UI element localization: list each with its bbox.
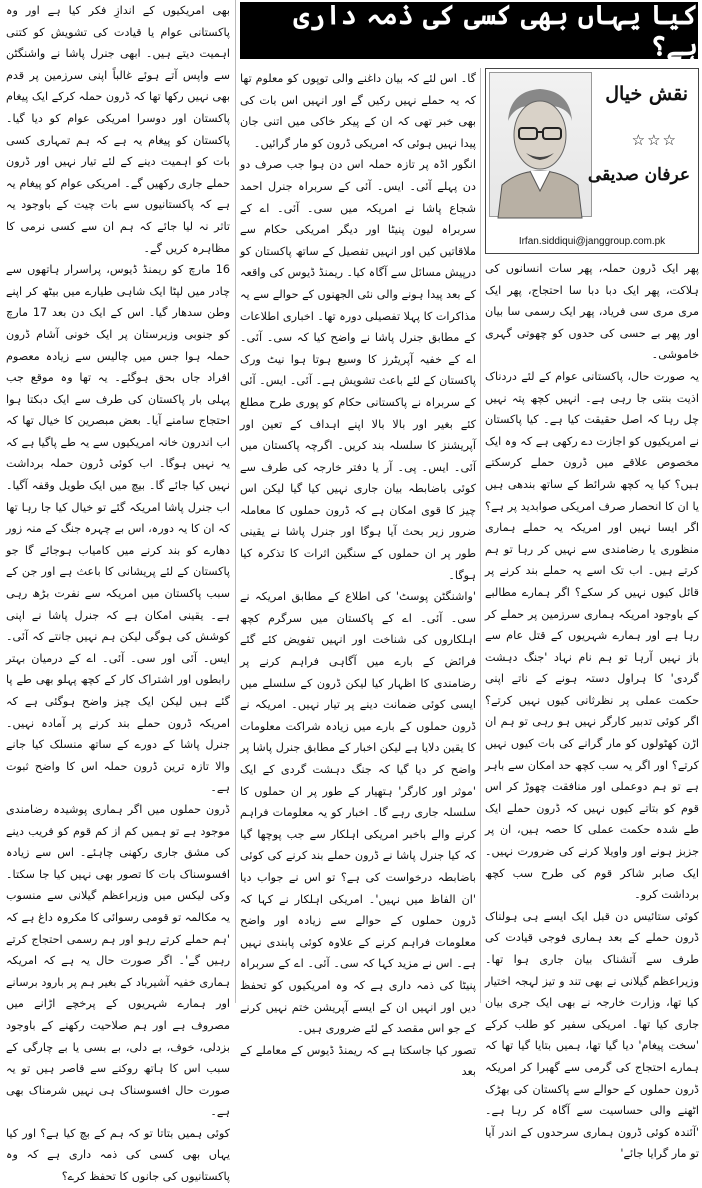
author-email[interactable]: Irfan.siddiqui@janggroup.com.pk (518, 236, 666, 247)
paragraph: یہ صورت حال، پاکستانی عوام کے لئے دردناک اذیت بنتی جا رہی ہے۔ انہیں کچھ پتہ نہیں چل رہا کہ اصل حقیقت کیا ہے۔ کیا پاکستان نے امریکیوں کو اجازت دے رکھی ہے کہ وہ ایک مخصوص علاقے میں ڈرون حملے کرسکتے ہیں؟ کیا یہ کچھ شرائط کے ساتھ بندھی ہیں یا ان کا انحصار صرف امریکی صوابدید پر ہے؟ اگر ایسا نہیں اور امریکہ یہ حملے ہماری منظوری یا رضامندی سے نہیں کر رہا تو ہم کرتے ہیں۔ اب تک اسے یہ حملے بند کرنے پر قائل کیوں نہیں کر سکے؟ اگر ہمارے مطالبے کے باوجود امریکہ ہماری سرزمین پر حملے کر رہا ہے اور ہمارے شہریوں کے قتل عام سے باز نہیں آرہا تو ہم نام نہاد 'جنگ دہشت گردی' کا ہراول دستہ ہونے کے ناتے اپنی حکمت عملی پر نظرثانی کیوں نہیں کرتے؟ اگر کوئی تدبیر کارگر نہیں ہو رہی تو ہم ان اڑن کھٹولوں کو مار گرانے کی بات کیوں نہیں کرتے؟ اور اگر یہ سب کچھ حد امکان سے باہر ہے تو ہم دوعملی اور منافقت چھوڑ کر اس قوم کو بتاتے کیوں نہیں کہ ڈرون حملے ایک طے شدہ حکمت عملی کا حصہ ہیں، ان پر جزبز ہونے اور واویلا کرنے کی ضرورت نہیں۔ ایک صابر شاکر قوم کی طرح سب کچھ برداشت کرو۔ (484, 369, 699, 902)
article-column-3 (6, 0, 230, 1184)
column-byline (485, 68, 699, 254)
paragraph: ڈرون حملوں میں اگر ہماری پوشیدہ رضامندی موجود ہے تو ہمیں کم از کم قوم کو فریب دینے کی مشق جاری رکھنی چاہئے۔ اس سے زیادہ افسوسناک بات کا تصور بھی نہیں کیا جا سکتا۔ وکی لیکس میں وزیراعظم گیلانی سے منسوب یہ مکالمہ تو قومی رسوائی کا مکروہ داغ ہے کہ 'ہم حملے کرتے رہو اور ہم رسمی احتجاج کرتے رہیں گے'۔ اگر صورت حال یہ ہے کہ امریکہ ہماری خفیہ آشیرباد کے بغیر ہم پر بارود برسانے اور ہمارے شہریوں کے پرخچے اڑانے میں مصروف ہے اور ہم صلاحیت رکھنے کے باوجود بزدلی، خوف، بے دلی، بے بسی یا بے چارگی کے سبب اس کا ہاتھ روکنے سے قاصر ہیں تو یہ صورت حال افسوسناک ہی نہیں شرمناک بھی ہے۔ (6, 802, 230, 1119)
article-column-1 (484, 258, 699, 1161)
paragraph: انگور اڈہ پر تازہ حملہ اس دن ہوا جب صرف دو دن پہلے آئی۔ ایس۔ آئی کے سربراہ جنرل احمد شجاع پاشا نے امریکہ میں سی۔ آئی۔ اے کے سربراہ لیون پنیٹا اور دیگر امریکی حکام سے ملاقاتیں کیں اور انہیں تفصیل کے ساتھ پاکستان کو درپیش مسائل سے آگاہ کیا۔ ریمنڈ ڈیوس کی واقعہ کے بعد پیدا ہونے والی نئی الجھنوں کے حوالے سے یہ مذاکرات کا پہلا تفصیلی دورہ تھا۔ اخباری اطلاعات کے مطابق جنرل پاشا نے واضح کیا کہ سی۔ آئی۔ اے کے خفیہ آپریٹرز کا وسیع ہوتا ہوا نیٹ ورک پاکستان کے لئے باعث تشویش ہے۔ آئی۔ ایس۔ آئی کے سربراہ نے پاکستانی حکام کو پوری طرح مطلع کئے بغیر اور بالا بالا اپنے اہداف کے تعین اور آپریشنز کا سلسلہ بند کریں۔ اگرچہ پاکستان میں آئی۔ ایس۔ پی۔ آر یا دفتر خارجہ کی طرف سے کوئی باضابطہ بیان جاری نہیں کیا گیا لیکن اس چیز کا قوی امکان ہے کہ ڈرون حملوں کا معاملہ ضرور زیر بحث آیا ہوگا اور جنرل پاشا نے یقینی طور پر ان حملوں کے سنگین اثرات کا تذکرہ کیا ہوگا۔ (240, 158, 476, 582)
author-portrait-icon (488, 73, 591, 218)
paragraph: بھی امریکیوں کے اندازِ فکر کیا ہے اور وہ پاکستانی عوام یا قیادت کی تشویش کو کتنی اہمیت دیتے ہیں۔ ابھی جنرل پاشا نے واشنگٹن سے واپس آتے ہوئے غالباً اپنی سرزمین پر قدم بھی نہیں رکھا تھا کہ ڈرون حملہ کرکے ایک پیغام پاکستان اور دوسرا امریکی عوام کو دیا گیا۔ پاکستان کو پیغام یہ ہے کہ ہم تمہاری کسی بات کو اہمیت دینے کے لئے تیار نہیں اور ڈرون حملے جاری رکھیں گے۔ امریکی عوام کو پیغام یہ ہے کہ پاکستانیوں سے بات چیت کے باوجود یہ تاثر نہ لیا جائے کہ ہم ان سے کسی نرمی کا مظاہرہ کریں گے۔ (6, 4, 230, 255)
paragraph: 'واشنگٹن پوسٹ' کی اطلاع کے مطابق امریکہ نے سی۔ آئی۔ اے کے پاکستان میں سرگرم کچھ اہلکاروں کی شناخت اور انہیں تفویض کئے گئے فرائض کے بارے میں آگاہی فراہم کرنے پر رضامندی کا اظہار کیا لیکن ڈرون کے سلسلے میں ایسی کوئی ضمانت دینے پر تیار نہیں۔ امریکہ نے ڈرون حملوں کے بارے میں زیادہ شراکت معلومات کا یقین دلایا ہے لیکن اخبار کے مطابق جنرل پاشا پر واضح کر دیا گیا کہ جنگ دہشت گردی کے ایک 'موثر اور کارگر' ہتھیار کے طور پر ان حملوں کا سلسلہ جاری رہے گا۔ اخبار کو یہ معلومات فراہم کرنے والے باخبر امریکی اہلکار سے جب پوچھا گیا کہ کیا جنرل پاشا نے ڈرون حملے بند کرنے کی کوئی باضابطہ درخواست کی ہے؟ تو اس نے جواب دیا 'ان الفاظ میں نہیں'۔ امریکی اہلکار نے کہا کہ ڈرون حملوں کے حوالے سے زیادہ اور واضح معلومات فراہم کرنے کے علاوہ کوئی پابندی نہیں ہے۔ اس نے مزید کہا کہ سی۔ آئی۔ اے کے سربراہ پنیٹا کی ذمہ داری ہے کہ وہ امریکیوں کو تحفظ دیں اور انہیں ان کے ایسے آپریشن ختم نہیں کرنے کے جو اس مقصد کے لئے ضروری ہیں۔ (240, 590, 476, 1036)
paragraph: کوئی ستائیس دن قبل ایک ایسے ہی ہولناک ڈرون حملے کے بعد ہماری فوجی قیادت کی طرف سے آتشناک بیان جاری ہوا تھا۔ وزیراعظم گیلانی نے بھی تند و تیز لہجہ اختیار کیا تھا، وزارت خارجہ نے بھی ایک جری بیان جاری کیا تھا۔ امریکی سفیر کو طلب کرکے 'سخت پیغام' دیا گیا تھا، ہمیں بتایا گیا تھا کہ ہمارے احتجاج کی گرمی سے گھبرا کر امریکہ ڈرون حملوں کے حوالے سے پاکستان کی بھڑک اٹھنے والی حساسیت سے آگاہ کر رہا ہے۔ 'آئندہ کوئی ڈرون ہماری سرحدوں کے اندر آیا تو مار گرایا جائے' (485, 909, 699, 1161)
headline: کیا یہاں بھی کسی کی ذمہ داری ہے؟ (240, 2, 698, 59)
stars-icon: ☆☆☆ (631, 131, 678, 149)
author-photo (489, 72, 592, 217)
author-name: عرفان صدیقی (587, 165, 690, 185)
paragraph: تصور کیا جاسکتا ہے کہ ریمنڈ ڈیوس کے معاملے کے بعد (240, 1043, 476, 1079)
paragraph: پھر ایک ڈرون حملہ، پھر سات انسانوں کی ہلاکت، پھر ایک دبا دبا سا احتجاج، پھر ایک مری مری سی فریاد، پھر ایک رسمی سا بیان اور پھر بے حسی کی حدوں کو چھوتی گہری خاموشی۔ (485, 262, 699, 362)
column-name: نقش خیال (605, 83, 688, 105)
article-column-2 (240, 68, 476, 1079)
paragraph: کوئی ہمیں بتاتا تو کہ ہم کے بچ کیا ہے؟ اور کیا یہاں بھی کسی کی ذمہ داری ہے کہ وہ پاکستانیوں کی جانوں کا تحفظ کرے؟ (6, 1126, 230, 1184)
column-divider (480, 68, 481, 1003)
paragraph: 16 مارچ کو ریمنڈ ڈیوس، پراسرار ہاتھوں سے چادر میں لپٹا ایک شاہی طیارے میں بیٹھ کر اپنے وطن سدھار گیا۔ اس کے ایک دن بعد 17 مارچ کو جنوبی وزیرستان پر ایک خونی آشام ڈرون حملہ ہوا جس میں چالیس سے زیادہ معصوم افراد جاں بحق ہوگئے۔ یہ تھا وہ موقع جب پہلی بار پاکستان کی طرف سے ایک دبکتا ہوا احتجاج سامنے آیا۔ بعض مبصرین کا خیال تھا کہ اب اندرون خانہ امریکیوں سے یہ طے پاگیا ہے کہ یہ نہیں ہوگا۔ اب کوئی ڈرون حملہ برداشت نہیں کیا جائے گا۔ بیچ میں ایک طویل وقفہ آگیا۔ اب جنرل پاشا امریکہ گئے تو خیال کیا جا رہا تھا کہ ان کا یہ دورہ، اس بے چہرہ جنگ کے منہ زور دھارے کو بند کرنے میں کامیاب ہوجائے گا جو پاکستان کے لئے پریشانی کا باعث ہے اور جن کے سبب پاکستان میں امریکہ سے نفرت بڑھ رہی ہے۔ یقینی امکان ہے کہ جنرل پاشا نے اپنی کوشش کی ہوگی لیکن ہم نہیں جانتے کہ آئی۔ ایس۔ آئی اور سی۔ آئی۔ اے کے درمیان بہتر رابطوں اور اشتراک کار کے کچھ پہلو بھی طے پا گئے ہیں لیکن ایک چیز واضح ہوگئی ہے کہ امریکہ ڈرون حملے بند کرنے پر آمادہ نہیں۔ جنرل پاشا کے دورے کے ساتھ منسلک کیا جانے والا تازہ ترین ڈرون حملہ اس کا واضح ثبوت ہے۔ (6, 263, 230, 795)
paragraph: گا۔ اس لئے کہ بیان داغنے والی توپوں کو معلوم تھا کہ یہ حملے نہیں رکیں گے اور انہیں اس بات کی بھی خبر تھی کہ ان کے پیکر خاکی میں اتنی جان پیدا نہیں ہوئی کہ امریکی ڈرون کو مار گرائیں۔ (240, 72, 476, 150)
column-divider (235, 0, 236, 1003)
